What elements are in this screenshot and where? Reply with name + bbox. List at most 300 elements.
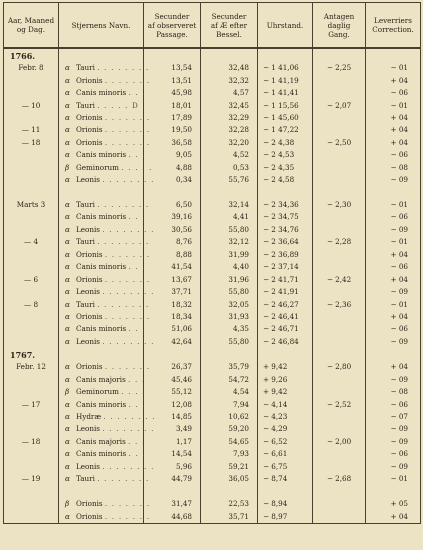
table-row [4, 436, 421, 448]
leader-dots: . . . . . . . . [97, 474, 150, 484]
row-rate [313, 510, 366, 523]
row-observed [144, 186, 201, 198]
year-row [4, 348, 421, 361]
table-row [4, 498, 421, 510]
row-bessel: 35,71 [201, 510, 258, 523]
table-row [4, 361, 421, 373]
table-row [4, 448, 421, 460]
row-observed: 6,50 [144, 199, 201, 211]
row-date [4, 286, 59, 298]
row-bessel: 36,05 [201, 473, 258, 485]
greek-letter: α [65, 125, 70, 135]
row-star [59, 211, 144, 223]
row-bessel: 4,54 [201, 386, 258, 398]
leader-dots: . . . . . . . [104, 75, 151, 85]
row-bessel: 32,29 [201, 112, 258, 124]
row-bessel: 55,76 [201, 174, 258, 186]
row-clock: − 4,29 [258, 423, 313, 435]
greek-letter: α [65, 175, 70, 185]
year-label: 1767. [4, 348, 59, 361]
row-correction: + 04 [366, 112, 421, 124]
row-rate [313, 249, 366, 261]
table-row [4, 99, 421, 111]
empty-cell [313, 48, 366, 62]
row-clock: − 2 46,27 [258, 298, 313, 310]
row-date [4, 211, 59, 223]
row-bessel: 54,72 [201, 374, 258, 386]
row-rate [313, 461, 366, 473]
row-correction: − 08 [366, 162, 421, 174]
row-correction: + 05 [366, 498, 421, 510]
row-correction: − 06 [366, 211, 421, 223]
row-correction: − 01 [366, 199, 421, 211]
row-clock: − 1 45,60 [258, 112, 313, 124]
header-star: Stjernens Navn. [59, 3, 144, 49]
empty-cell [59, 348, 144, 361]
row-bessel: 4,35 [201, 323, 258, 335]
row-observed: 8,88 [144, 249, 201, 261]
greek-letter: α [65, 336, 70, 346]
row-observed: 9,05 [144, 149, 201, 161]
star-name: Canis majoris [76, 374, 126, 384]
empty-cell [201, 48, 258, 62]
greek-letter: α [65, 449, 70, 459]
row-bessel: 32,45 [201, 99, 258, 111]
row-correction: − 06 [366, 323, 421, 335]
empty-cell [366, 348, 421, 361]
row-bessel: 32,14 [201, 199, 258, 211]
greek-letter: α [65, 63, 70, 73]
row-observed: 26,37 [144, 361, 201, 373]
row-bessel: 31,93 [201, 311, 258, 323]
row-correction: − 09 [366, 461, 421, 473]
table-row [4, 162, 421, 174]
row-date [4, 323, 59, 335]
row-rate: − 2,80 [313, 361, 366, 373]
header-clock: Uhrstand. [258, 3, 313, 49]
row-clock: − 2 34,76 [258, 224, 313, 236]
leader-dots: . . . . . . . . [97, 200, 150, 210]
table-row [4, 236, 421, 248]
row-observed: 1,17 [144, 436, 201, 448]
row-observed: 36,58 [144, 137, 201, 149]
row-clock: − 1 41,06 [258, 62, 313, 74]
row-clock: − 2 4,35 [258, 162, 313, 174]
row-star [59, 485, 144, 497]
row-star [59, 448, 144, 460]
star-name: Orionis [76, 75, 103, 85]
row-date: — 19 [4, 473, 59, 485]
row-bessel: 7,94 [201, 398, 258, 410]
leader-dots: . . . . . . . . [102, 175, 155, 185]
leader-dots: . . . [128, 262, 146, 272]
row-date: Febr. 8 [4, 62, 59, 74]
row-date: — 18 [4, 137, 59, 149]
leader-dots: . . . [128, 436, 146, 446]
row-date [4, 311, 59, 323]
greek-letter: α [65, 511, 70, 521]
leader-dots: . . . . . . . . [97, 299, 150, 309]
row-date [4, 224, 59, 236]
row-correction [366, 186, 421, 198]
greek-letter: α [65, 75, 70, 85]
star-name: Tauri [76, 63, 95, 73]
leader-dots: . . . [128, 399, 146, 409]
greek-letter: α [65, 88, 70, 98]
row-date [4, 112, 59, 124]
row-rate: − 2,68 [313, 473, 366, 485]
header-date: Aar, Maaned og Dag. [4, 3, 59, 49]
star-name: Tauri [76, 100, 95, 110]
row-date [4, 411, 59, 423]
table-row [4, 149, 421, 161]
row-rate [313, 87, 366, 99]
row-rate [313, 261, 366, 273]
row-star [59, 361, 151, 373]
greek-letter: α [65, 287, 70, 297]
row-date: Febr. 12 [4, 361, 59, 373]
row-star [59, 236, 150, 248]
row-clock: − 6,61 [258, 448, 313, 460]
row-bessel: 31,96 [201, 273, 258, 285]
row-star [59, 249, 151, 261]
row-rate [313, 485, 366, 497]
greek-letter: β [65, 387, 70, 397]
table-row [4, 386, 421, 398]
star-name: Orionis [76, 112, 103, 122]
row-date [4, 74, 59, 86]
table-row [4, 249, 421, 261]
row-star [59, 411, 156, 423]
table-row [4, 224, 421, 236]
row-star [59, 298, 150, 310]
leader-dots: . . . . . . . [104, 125, 151, 135]
greek-letter: α [65, 100, 70, 110]
row-bessel: 32,20 [201, 137, 258, 149]
empty-cell [59, 48, 144, 62]
row-rate: − 2,25 [313, 62, 366, 74]
row-observed: 18,32 [144, 298, 201, 310]
row-observed: 45,46 [144, 374, 201, 386]
star-name: Canis minoris [76, 88, 127, 98]
row-star [59, 311, 151, 323]
greek-letter: α [65, 324, 70, 334]
star-name: Geminorum [76, 162, 119, 172]
row-correction: − 01 [366, 62, 421, 74]
row-bessel: 22,53 [201, 498, 258, 510]
row-bessel: 32,32 [201, 74, 258, 86]
star-name: Orionis [76, 311, 103, 321]
leader-dots: . . . . . . . . [97, 237, 150, 247]
table-row [4, 186, 421, 198]
year-row [4, 48, 421, 62]
leader-dots: . . . . . . . [104, 112, 151, 122]
empty-cell [258, 348, 313, 361]
row-bessel: 32,28 [201, 124, 258, 136]
row-star [59, 336, 155, 348]
row-observed: 14,54 [144, 448, 201, 460]
row-observed: 17,89 [144, 112, 201, 124]
row-observed: 4,88 [144, 162, 201, 174]
row-observed: 14,85 [144, 411, 201, 423]
row-rate: − 2,07 [313, 99, 366, 111]
row-star [59, 510, 151, 523]
leader-dots: . . . [128, 374, 146, 384]
table-row [4, 461, 421, 473]
row-clock: − 1 47,22 [258, 124, 313, 136]
row-clock: − 2 34,75 [258, 211, 313, 223]
table-row [4, 411, 421, 423]
leader-dots: . . . . . D [97, 100, 139, 110]
row-bessel: 35,79 [201, 361, 258, 373]
star-name: Hydræ [76, 412, 102, 422]
header-row [4, 3, 421, 49]
greek-letter: α [65, 200, 70, 210]
row-clock: − 8,74 [258, 473, 313, 485]
row-observed: 8,76 [144, 236, 201, 248]
greek-letter: α [65, 262, 70, 272]
row-observed: 31,47 [144, 498, 201, 510]
row-clock: − 6,75 [258, 461, 313, 473]
row-rate [313, 423, 366, 435]
greek-letter: α [65, 412, 70, 422]
row-correction: − 07 [366, 411, 421, 423]
table-row [4, 485, 421, 497]
leader-dots: . . . [128, 150, 146, 160]
greek-letter: α [65, 311, 70, 321]
row-rate [313, 311, 366, 323]
row-date [4, 87, 59, 99]
row-rate: − 2,28 [313, 236, 366, 248]
row-correction: − 01 [366, 298, 421, 310]
row-bessel: 31,99 [201, 249, 258, 261]
table-row [4, 261, 421, 273]
leader-dots: . . . . . . . . [102, 287, 155, 297]
leader-dots: . . . . . . . [104, 511, 151, 521]
row-clock: − 2 36,89 [258, 249, 313, 261]
row-date [4, 261, 59, 273]
row-clock: − 2 46,71 [258, 323, 313, 335]
empty-cell [201, 348, 258, 361]
table-row [4, 174, 421, 186]
header-correction: Leverriers Correction. [366, 3, 421, 49]
row-bessel: 59,20 [201, 423, 258, 435]
leader-dots: . . . . . . . . [102, 461, 155, 471]
star-name: Tauri [76, 299, 95, 309]
row-date [4, 485, 59, 497]
row-bessel: 7,93 [201, 448, 258, 460]
year-label: 1766. [4, 48, 59, 62]
header-rate: Antagen daglig Gang. [313, 3, 366, 49]
star-name: Leonis [76, 336, 100, 346]
table-row [4, 323, 421, 335]
row-clock: − 8,97 [258, 510, 313, 523]
row-star [59, 199, 150, 211]
leader-dots: . . . [128, 449, 146, 459]
greek-letter: α [65, 249, 70, 259]
star-name: Canis minoris [76, 449, 127, 459]
row-clock: + 9,42 [258, 386, 313, 398]
row-correction: − 09 [366, 174, 421, 186]
row-observed: 3,49 [144, 423, 201, 435]
star-name: Tauri [76, 200, 95, 210]
row-rate [313, 374, 366, 386]
row-observed: 39,16 [144, 211, 201, 223]
row-clock: − 8,94 [258, 498, 313, 510]
row-date: — 11 [4, 124, 59, 136]
row-correction: + 04 [366, 311, 421, 323]
row-date: — 4 [4, 236, 59, 248]
star-name: Leonis [76, 424, 100, 434]
empty-cell [366, 48, 421, 62]
table-row [4, 112, 421, 124]
row-bessel: 55,80 [201, 224, 258, 236]
row-star [59, 137, 151, 149]
leader-dots: . . . . . . . . [103, 412, 156, 422]
row-bessel: 54,65 [201, 436, 258, 448]
row-clock: − 2 37,14 [258, 261, 313, 273]
row-correction: − 06 [366, 448, 421, 460]
star-name: Canis minoris [76, 399, 127, 409]
row-star [59, 162, 153, 174]
row-star [59, 423, 155, 435]
row-bessel: 4,41 [201, 211, 258, 223]
leader-dots: . . . . . . . . [102, 336, 155, 346]
row-date [4, 386, 59, 398]
row-clock [258, 485, 313, 497]
row-bessel: 32,05 [201, 298, 258, 310]
leader-dots: . . . . . [121, 162, 153, 172]
row-observed: 37,71 [144, 286, 201, 298]
table-row [4, 374, 421, 386]
star-name: Canis minoris [76, 324, 127, 334]
row-star [59, 498, 151, 510]
row-observed: 19,50 [144, 124, 201, 136]
row-bessel [201, 186, 258, 198]
row-bessel: 55,80 [201, 286, 258, 298]
greek-letter: α [65, 224, 70, 234]
greek-letter: α [65, 474, 70, 484]
table-row [4, 286, 421, 298]
row-observed: 41,54 [144, 261, 201, 273]
star-name: Orionis [76, 274, 103, 284]
row-star [59, 224, 155, 236]
star-name: Tauri [76, 474, 95, 484]
observation-table [3, 2, 421, 524]
row-observed: 18,34 [144, 311, 201, 323]
row-correction: + 04 [366, 74, 421, 86]
row-date [4, 162, 59, 174]
table-row [4, 74, 421, 86]
leader-dots: . . . . . . . . [102, 424, 155, 434]
row-correction: + 04 [366, 273, 421, 285]
row-clock: − 1 41,19 [258, 74, 313, 86]
leader-dots: . . . . . . . [104, 499, 151, 509]
row-date [4, 336, 59, 348]
row-clock: − 6,52 [258, 436, 313, 448]
row-bessel [201, 485, 258, 497]
row-clock: − 2 4,38 [258, 137, 313, 149]
star-name: Orionis [76, 362, 103, 372]
row-rate: − 2,50 [313, 137, 366, 149]
star-name: Geminorum [76, 387, 119, 397]
row-correction: − 09 [366, 374, 421, 386]
row-correction: − 01 [366, 236, 421, 248]
row-rate [313, 162, 366, 174]
row-observed: 18,01 [144, 99, 201, 111]
row-rate [313, 224, 366, 236]
table-row [4, 311, 421, 323]
leader-dots: . . . . . . . . [97, 63, 150, 73]
star-name: Leonis [76, 224, 100, 234]
greek-letter: α [65, 212, 70, 222]
row-rate [313, 411, 366, 423]
row-date [4, 510, 59, 523]
row-star [59, 112, 151, 124]
row-rate [313, 336, 366, 348]
row-rate [313, 448, 366, 460]
row-bessel: 32,12 [201, 236, 258, 248]
row-date [4, 498, 59, 510]
row-observed: 13,54 [144, 62, 201, 74]
row-bessel: 55,80 [201, 336, 258, 348]
leader-dots: . . . . . . . [104, 274, 151, 284]
table-row [4, 87, 421, 99]
star-name: Canis minoris [76, 150, 127, 160]
row-clock: − 1 15,56 [258, 99, 313, 111]
star-name: Canis minoris [76, 212, 127, 222]
table-body [4, 48, 421, 523]
row-observed [144, 485, 201, 497]
row-rate: − 2,52 [313, 398, 366, 410]
table-row [4, 137, 421, 149]
row-correction: + 04 [366, 137, 421, 149]
row-correction: − 09 [366, 436, 421, 448]
row-observed: 51,06 [144, 323, 201, 335]
greek-letter: α [65, 112, 70, 122]
row-observed: 55,12 [144, 386, 201, 398]
row-rate [313, 211, 366, 223]
row-rate [313, 174, 366, 186]
row-clock: − 2 36,64 [258, 236, 313, 248]
row-date: — 8 [4, 298, 59, 310]
row-clock: − 2 41,91 [258, 286, 313, 298]
greek-letter: α [65, 274, 70, 284]
greek-letter: α [65, 436, 70, 446]
leader-dots: . . . . [121, 387, 146, 397]
row-correction: − 09 [366, 423, 421, 435]
row-date [4, 174, 59, 186]
row-clock [258, 186, 313, 198]
greek-letter: β [65, 499, 70, 509]
header-observed: Secunder af observeret Passage. [144, 3, 201, 49]
row-date [4, 149, 59, 161]
empty-cell [258, 48, 313, 62]
star-name: Tauri [76, 237, 95, 247]
greek-letter: α [65, 461, 70, 471]
row-rate: − 2,42 [313, 273, 366, 285]
row-rate [313, 74, 366, 86]
row-clock: − 2 46,41 [258, 311, 313, 323]
row-star [59, 286, 155, 298]
greek-letter: α [65, 150, 70, 160]
row-bessel: 4,52 [201, 149, 258, 161]
row-clock: − 1 41,41 [258, 87, 313, 99]
row-star [59, 398, 144, 410]
row-observed: 13,67 [144, 273, 201, 285]
row-star [59, 62, 150, 74]
row-rate [313, 498, 366, 510]
